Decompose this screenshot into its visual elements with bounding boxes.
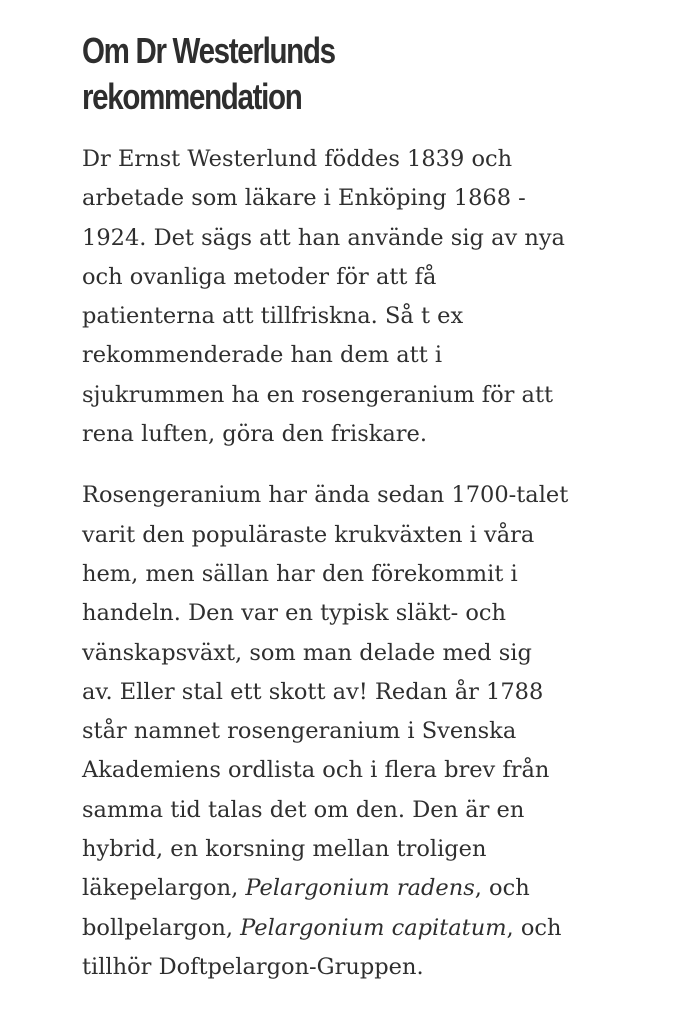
text-line: av. Eller stal ett skott av! Redan år 1788 [82, 678, 544, 705]
text-line: handeln. Den var en typisk släkt- och [82, 600, 507, 627]
paragraph-westerlund [82, 140, 642, 454]
text-line: vänskapsväxt, som man delade med sig [82, 639, 532, 666]
text-after-capitatum: , och [506, 914, 562, 941]
article [82, 28, 642, 1009]
heading-line: rekommendation [82, 76, 302, 117]
text-line: hem, men sällan har den förekommit i [82, 560, 518, 587]
text-line: sjukrummen ha en rosengeranium för att [82, 381, 554, 408]
paragraph-rosengeranium [82, 476, 642, 987]
text-line: Akademiens ordlista och i flera brev från [82, 757, 550, 784]
text-before-radens: läkepelargon, [82, 875, 246, 902]
text-line: hybrid, en korsning mellan troligen [82, 836, 487, 863]
article-heading [82, 28, 541, 120]
text-after-radens: , och [474, 875, 530, 902]
text-line: rekommenderade han dem att i [82, 342, 443, 369]
text-line-radens [82, 869, 642, 908]
text-before-capitatum: bollpelargon, [82, 914, 241, 941]
heading-line: Om Dr Westerlunds [82, 30, 335, 71]
species-pelargonium-radens: Pelargonium radens [245, 875, 475, 902]
text-line: patienterna att tillfriskna. Så t ex [82, 303, 464, 330]
text-line: tillhör Doftpelargon-Gruppen. [82, 953, 424, 980]
text-line: står namnet rosengeranium i Svenska [82, 718, 517, 745]
text-line-capitatum [82, 909, 642, 948]
text-line: varit den populäraste krukväxten i våra [82, 521, 535, 548]
text-line: rena luften, göra den friskare. [82, 421, 428, 448]
text-line: samma tid talas det om den. Den är en [82, 796, 525, 823]
species-pelargonium-capitatum: Pelargonium capitatum [240, 914, 507, 941]
text-line: och ovanliga metoder för att få [82, 263, 437, 290]
text-line: arbetade som läkare i Enköping 1868 - [82, 185, 526, 212]
text-line: Dr Ernst Westerlund föddes 1839 och [82, 146, 513, 172]
text-line: Rosengeranium har ända sedan 1700-talet [82, 482, 569, 509]
text-line: 1924. Det sägs att han använde sig av nya [82, 224, 565, 251]
